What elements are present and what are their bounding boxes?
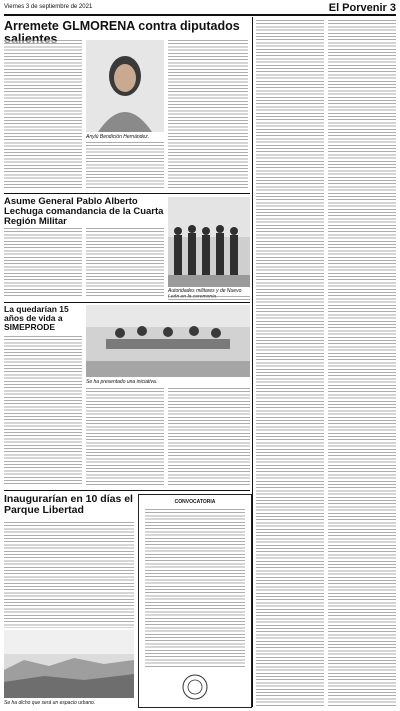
divider bbox=[4, 490, 250, 491]
article-4-caption: Se ha dicho que será un espacio urbano. bbox=[4, 700, 96, 706]
divider bbox=[4, 193, 250, 194]
article-1-caption: Anylú Bendición Hernández. bbox=[86, 134, 150, 140]
article-3-photo bbox=[86, 305, 250, 377]
meeting-photo bbox=[86, 305, 250, 377]
article-2-col-3 bbox=[168, 296, 250, 300]
article-2-photo bbox=[168, 197, 250, 287]
newspaper-brand bbox=[329, 2, 396, 14]
brand-name: El Porvenir bbox=[328, 2, 387, 14]
article-1-headline: Arremete GLMORENA contra diputados bbox=[4, 19, 240, 33]
column-divider bbox=[252, 17, 253, 707]
article-1-col-1 bbox=[4, 40, 82, 190]
article-1-col-2b bbox=[86, 142, 164, 190]
masthead bbox=[4, 3, 396, 16]
article-3-col-3 bbox=[168, 388, 250, 486]
divider bbox=[4, 302, 250, 303]
article-1-photo bbox=[86, 40, 164, 132]
legal-notice-box bbox=[138, 494, 252, 708]
article-3-headline: La quedarían 15 años de vida a SIMEPRODE bbox=[4, 304, 69, 332]
article-2-col-2 bbox=[86, 228, 164, 298]
article-2-col-1 bbox=[4, 228, 82, 298]
legal-notice-title: CONVOCATORIA bbox=[174, 499, 216, 505]
issue-date: Viernes 3 de septiembre de 2021 bbox=[4, 4, 93, 10]
legal-column-2 bbox=[328, 20, 396, 706]
portrait-photo bbox=[86, 40, 164, 132]
article-3-col-1 bbox=[4, 336, 82, 486]
article-1-col-3 bbox=[168, 40, 248, 190]
page-number: 3 bbox=[389, 2, 396, 14]
article-3-col-2 bbox=[86, 388, 164, 486]
article-4-col-1 bbox=[4, 522, 134, 628]
article-2-headline: Asume General Pablo Alberto Lechuga comandancia de la Cuarta Región Militar bbox=[4, 196, 164, 227]
meeting-caption: Se ha presentado una iniciativa. bbox=[86, 379, 158, 385]
legal-notice-text bbox=[145, 509, 245, 669]
article-4-photo bbox=[4, 630, 134, 698]
official-seal-icon bbox=[179, 673, 211, 701]
park-construction-photo bbox=[4, 630, 134, 698]
article-2-caption: Autoridades militares y de Nuevo bbox=[168, 288, 242, 294]
military-ceremony-photo bbox=[168, 197, 250, 287]
article-4-headline: Inaugurarían en 10 días el Parque Libertad bbox=[4, 493, 133, 517]
legal-column-1 bbox=[256, 20, 324, 706]
